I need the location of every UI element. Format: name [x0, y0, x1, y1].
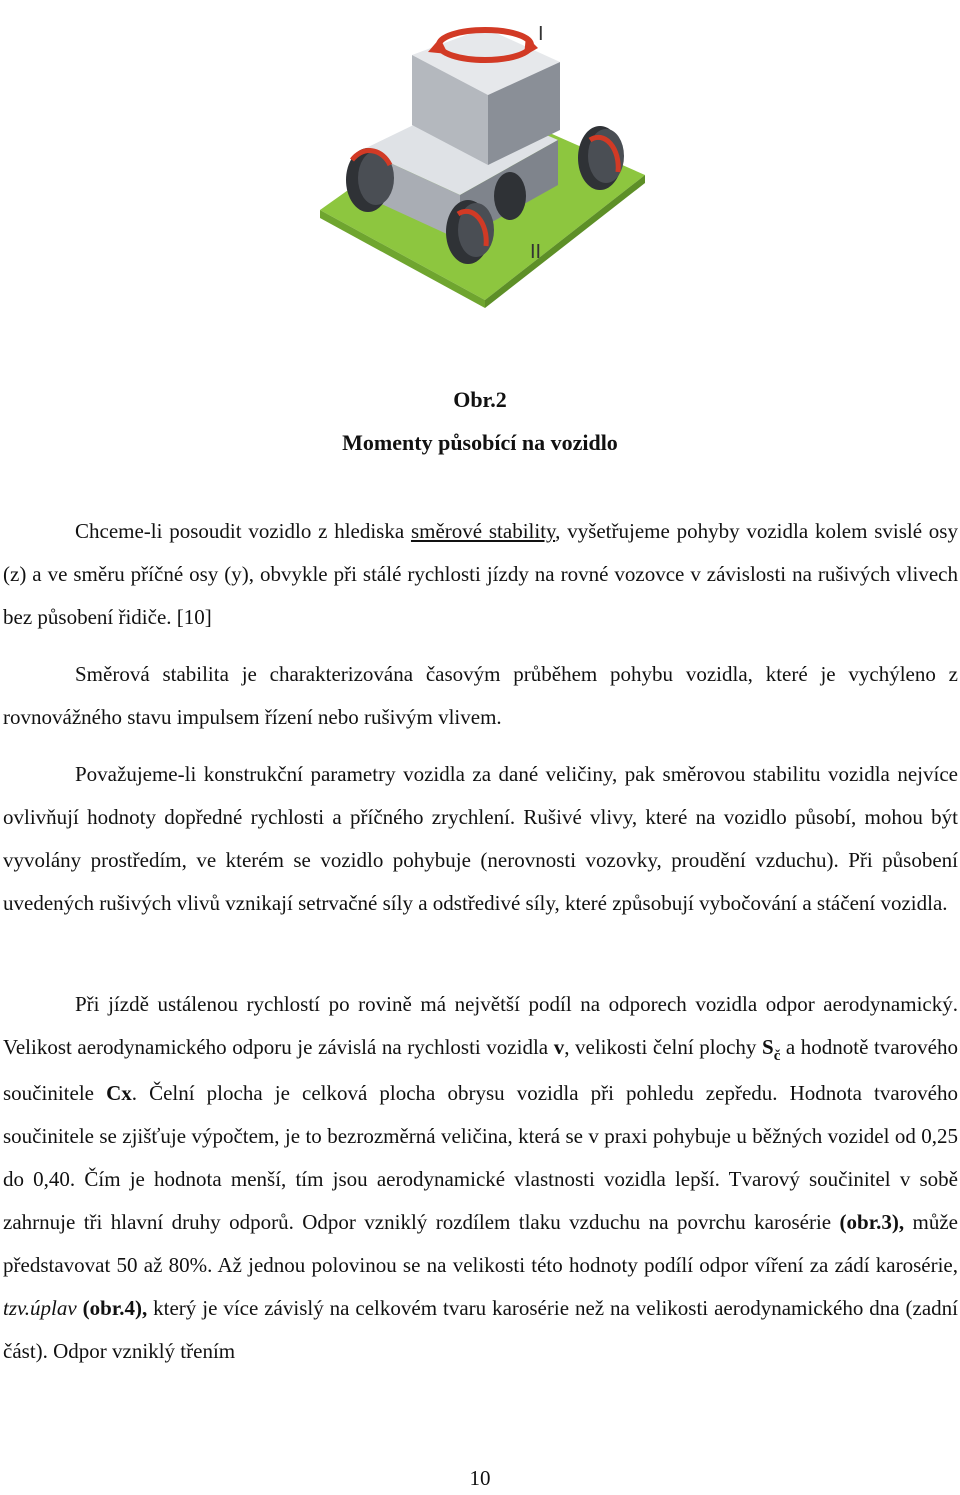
vehicle-moments-figure — [300, 0, 660, 380]
page-number: 10 — [469, 1466, 491, 1490]
paragraph-2: Směrová stabilita je charakterizována časovým průběhem pohybu vozidla, které je vychýleno z rovnovážného stavu impulsem řízení nebo rušivým vlivem. — [3, 662, 958, 729]
paragraph-4: Při jízdě ustálenou rychlostí po rovině má největší podíl na odporech vozidla odpor aerodynamický. Velikost aerodynamického odporu je závislá na rychlosti vozidla v, velikosti čelní plochy $S_č$ a hodnotě tvarového součinitele Cx. Čelní plocha je celková plocha obrysu vozidla při pohledu zepředu. Hodnota tvarového součinitele se zjišťuje výpočtem, je to bezrozměrná veličina, která se v praxi pohybuje u běžných vozidel od 0,25 do 0,40. Čím je hodnota menší, tím jsou aerodynamické vlastnosti vozidla lepší. Tvarový součinitel v sobě zahrnuje tři hlavní druhy odporů. Odpor vzniklý rozdílem tlaku vzduchu na povrchu karosérie (obr.3), může představovat 50 až 80%. Až jednou polovinou se na velikosti této hodnoty podílí odpor víření za zádí karosérie, tzv.úplav (obr.4), který je více závislý na celkovém tvaru karosérie než na velikosti aerodynamického dna (zadní část). Odpor vzniklý třením — [3, 992, 959, 1363]
paragraph-1: Chceme-li posoudit vozidlo z hlediska směrové stability, vyšetřujeme pohyby vozidla kolem svislé osy (z) a ve směru příčné osy (y), obvykle při stálé rychlosti jízdy na rovné vozovce v závislosti na rušivých vlivech bez působení řidiče. [10] — [3, 519, 958, 629]
stability-link[interactable]: směrové stability — [410, 519, 556, 543]
axis-label-top: I — [538, 23, 544, 45]
figure-title: Momenty působící na vozidlo — [342, 430, 618, 455]
paragraph-3: Považujeme-li konstrukční parametry vozidla za dané veličiny, pak směrovou stabilitu vozidla nejvíce ovlivňují hodnoty dopředné rychlosti a příčného zrychlení. Rušivé vlivy, které na vozidlo působí, mohou být vyvolány prostředím, ve kterém se vozidlo pohybuje (nerovnosti vozovky, proudění vzduchu). Při působení uvedených rušivých vlivů vznikají setrvačné síly a odstředivé síly, které způsobují vybočování a stáčení vozidla. — [3, 762, 958, 915]
figure-number: Obr.2 — [453, 387, 507, 412]
axis-label-bottom: II — [530, 241, 542, 263]
wheel-rear-left — [494, 172, 526, 220]
